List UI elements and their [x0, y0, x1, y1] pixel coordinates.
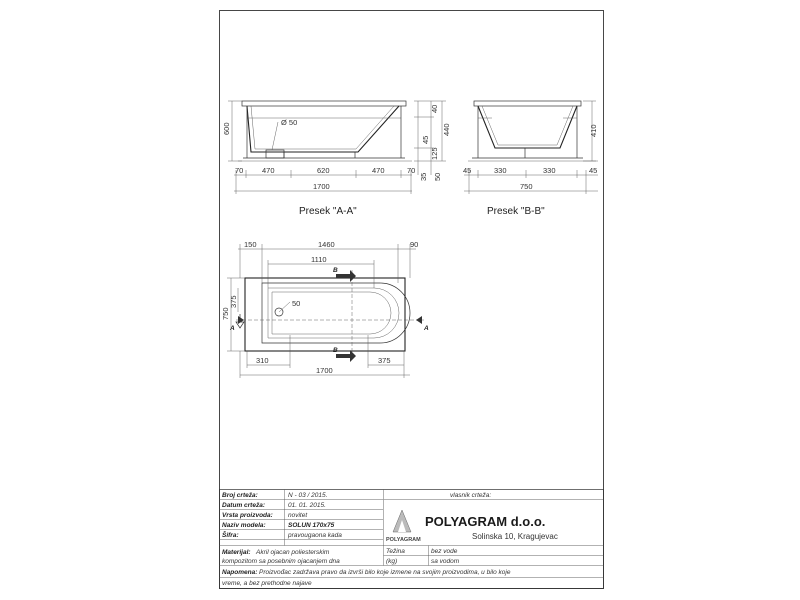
dim-b-45-left: 45 [463, 166, 472, 175]
dim-height-410: 410 [589, 124, 598, 137]
material-label: Materijal: [222, 549, 251, 556]
marker-b-top-label: B [333, 267, 338, 274]
height-dim-600: 600 [222, 122, 231, 135]
dim-b-330-left: 330 [494, 166, 507, 175]
owner-label: vlasnik crteža: [450, 492, 492, 499]
dim-b-total-750: 750 [520, 182, 533, 191]
dim-left-750: 750 [221, 307, 230, 320]
note-label: Napomena: [222, 569, 258, 576]
dim-right-45: 45 [421, 135, 430, 144]
dim-top-150: 150 [244, 240, 257, 249]
label-product-type: Vrsta proizvoda: [222, 512, 273, 519]
logo-text: POLYAGRAM [386, 537, 421, 543]
plan-dim-total-1700: 1700 [316, 366, 333, 375]
dim-right-35: 35 [419, 172, 428, 181]
dim-bottom-620: 620 [317, 166, 330, 175]
dim-b-330-right: 330 [543, 166, 556, 175]
dim-right-40: 40 [430, 104, 439, 113]
section-a-caption: Presek "A-A" [299, 206, 357, 217]
weight-label: Težina [386, 548, 405, 555]
marker-a-left-label: A [230, 325, 235, 332]
dim-inner-1110: 1110 [311, 255, 327, 264]
dim-top-1460: 1460 [318, 240, 335, 249]
dim-bottom-70-right: 70 [407, 166, 416, 175]
label-drawing-number: Broj crteža: [222, 492, 258, 499]
note-text-line-1: Proizvođac zadržava pravo da izvrši bilo koje izmene na svojim proizvodima, u bilo koje [259, 569, 511, 576]
marker-b-bottom-label: B [333, 347, 338, 354]
dim-right-440: 440 [442, 123, 451, 136]
note-text-line-2: vreme, a bez prethodne najave [222, 580, 312, 587]
value-drawing-date: 01. 01. 2015. [288, 502, 326, 509]
sheet-border [220, 11, 604, 589]
dim-total-1700: 1700 [313, 182, 330, 191]
weight-without-water: bez vode [431, 548, 458, 555]
dim-right-125: 125 [430, 147, 439, 160]
label-code: Šifra: [222, 532, 239, 539]
label-model-name: Naziv modela: [222, 522, 266, 529]
material-text-line-2: kompozitom sa posebnim ojacanjem dna [222, 558, 340, 565]
dim-right-50: 50 [433, 172, 442, 181]
dim-bottom-470-right: 470 [372, 166, 385, 175]
value-product-type: novitet [288, 512, 308, 519]
dim-bottom-310: 310 [256, 356, 269, 365]
company-address: Solinska 10, Kragujevac [472, 532, 558, 541]
company-name: POLYAGRAM d.o.o. [425, 514, 546, 529]
dim-bottom-470-left: 470 [262, 166, 275, 175]
dim-left-375: 375 [229, 295, 238, 308]
value-code: pravougaona kada [288, 532, 342, 539]
dim-bottom-70-left: 70 [235, 166, 244, 175]
dim-b-45-right: 45 [589, 166, 598, 175]
material-text-line-1: Akril ojacan poliesterskim [256, 549, 330, 556]
weight-unit: (kg) [386, 558, 398, 565]
weight-with-water: sa vodom [431, 558, 460, 565]
dim-bottom-375: 375 [378, 356, 391, 365]
plan-drain-label: 50 [292, 299, 301, 308]
drain-diameter-label: Ø 50 [281, 118, 298, 127]
label-drawing-date: Datum crteža: [222, 502, 265, 509]
value-model-name: SOLUN 170x75 [288, 522, 335, 529]
marker-a-right-label: A [424, 325, 429, 332]
value-drawing-number: N - 03 / 2015. [288, 492, 328, 499]
section-b-caption: Presek "B-B" [487, 206, 545, 217]
dim-top-90: 90 [410, 240, 419, 249]
